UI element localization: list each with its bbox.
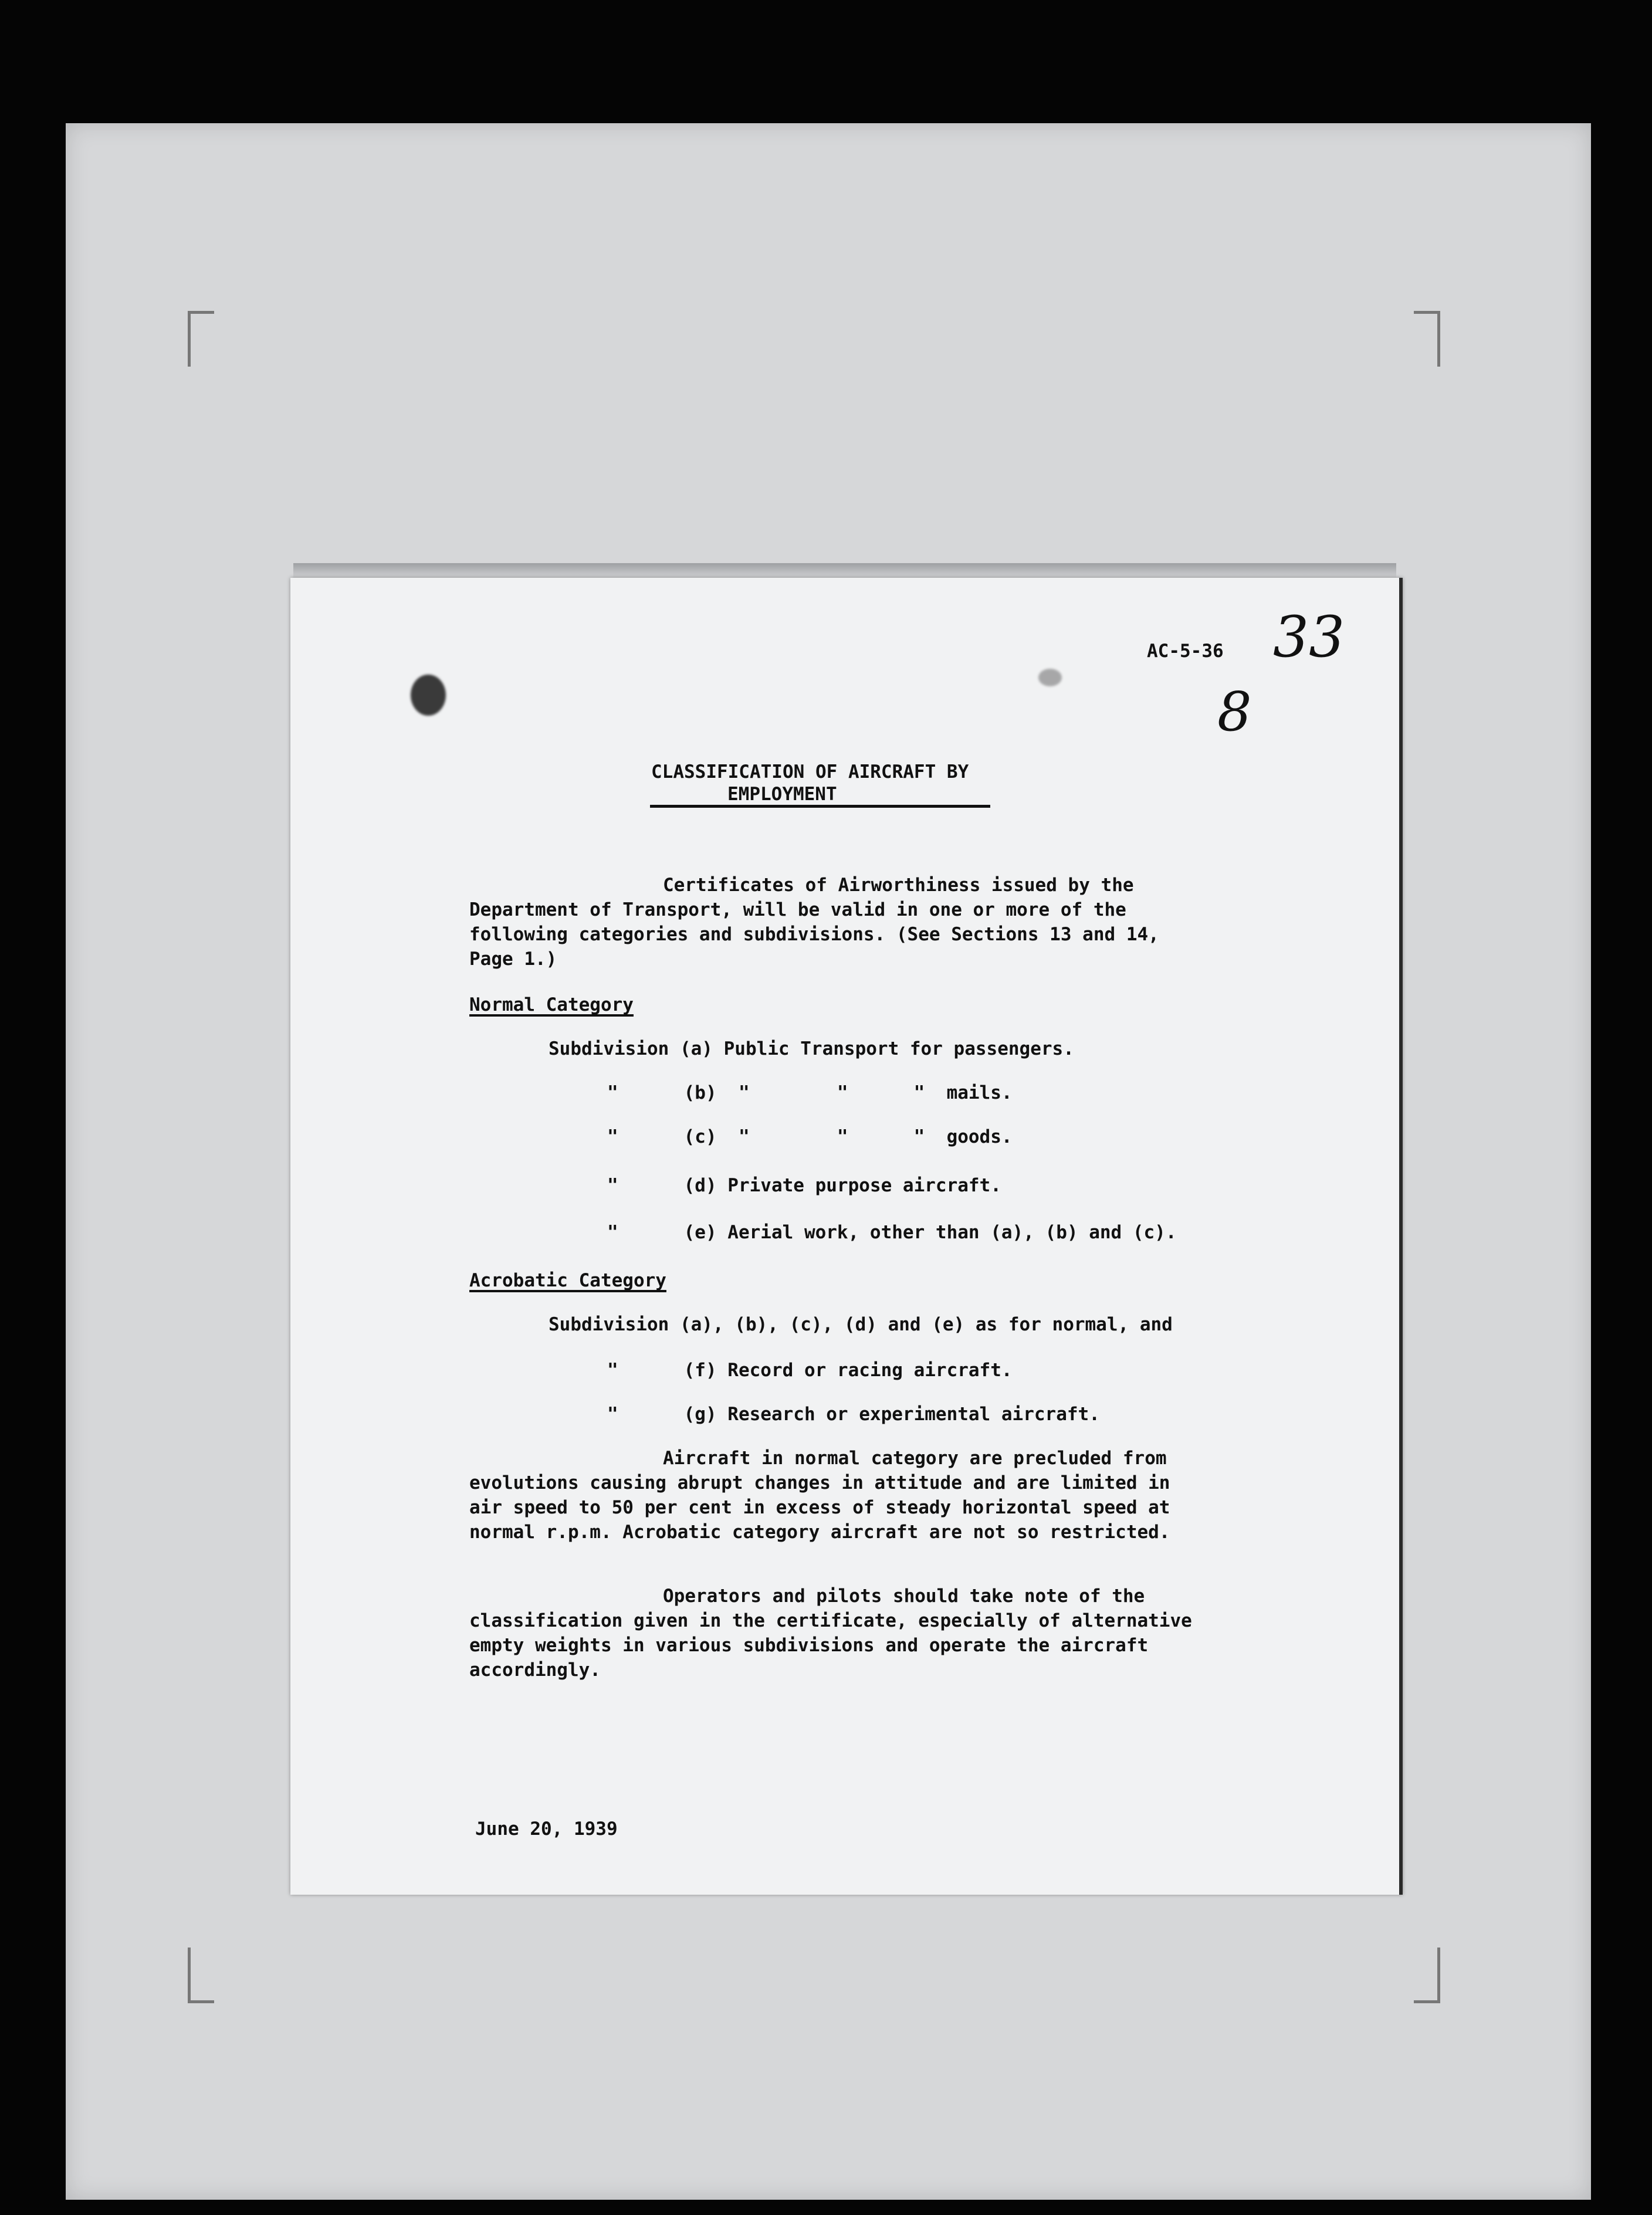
normal-item: " (c) " " " goods.	[607, 1126, 1013, 1147]
normal-item: " (e) Aerial work, other than (a), (b) and (c).	[607, 1222, 1177, 1243]
operators-paragraph: Operators and pilots should take note of the classification given in the certificate, especially of alternative empty weights in various subdivisions and operate the aircraft accordingly.	[469, 1586, 1192, 1681]
crop-mark-top-right	[1414, 311, 1440, 367]
ink-smudge	[1038, 669, 1062, 686]
normal-category-heading: Normal Category	[469, 994, 634, 1015]
normal-category-paragraph: Aircraft in normal category are precluded from evolutions causing abrupt changes in attitude and are limited in air speed to 50 per cent in excess of steady horizontal speed at normal r.p.m. Acrobatic category aircraft are not so restricted.	[469, 1448, 1170, 1543]
crop-mark-bottom-left	[188, 1948, 214, 2003]
ink-smudge	[411, 675, 446, 716]
crop-mark-top-left	[188, 311, 214, 367]
document-title-line2: EMPLOYMENT	[727, 784, 837, 805]
acrobatic-item: " (g) Research or experimental aircraft.	[607, 1404, 1100, 1425]
intro-paragraph: Certificates of Airworthiness issued by the Department of Transport, will be valid in one or more of the following categories and subdivisions. (See Sections 13 and 14, Page 1.)	[469, 875, 1159, 970]
acrobatic-category-heading: Acrobatic Category	[469, 1270, 666, 1291]
handwritten-margin-mark: 8	[1217, 680, 1252, 743]
document-reference: AC-5-36	[1147, 641, 1224, 662]
normal-item: " (b) " " " mails.	[607, 1082, 1013, 1103]
normal-item: Subdivision (a) Public Transport for passengers.	[549, 1038, 1074, 1059]
acrobatic-item: Subdivision (a), (b), (c), (d) and (e) as for normal, and	[549, 1314, 1173, 1335]
acrobatic-item: " (f) Record or racing aircraft.	[607, 1360, 1013, 1381]
document-title-line1: CLASSIFICATION OF AIRCRAFT BY	[651, 761, 969, 783]
normal-item: " (d) Private purpose aircraft.	[607, 1175, 1001, 1196]
crop-mark-bottom-right	[1414, 1948, 1440, 2003]
title-underline	[650, 805, 990, 808]
handwritten-page-number: 33	[1273, 604, 1345, 670]
document-date: June 20, 1939	[475, 1818, 618, 1840]
